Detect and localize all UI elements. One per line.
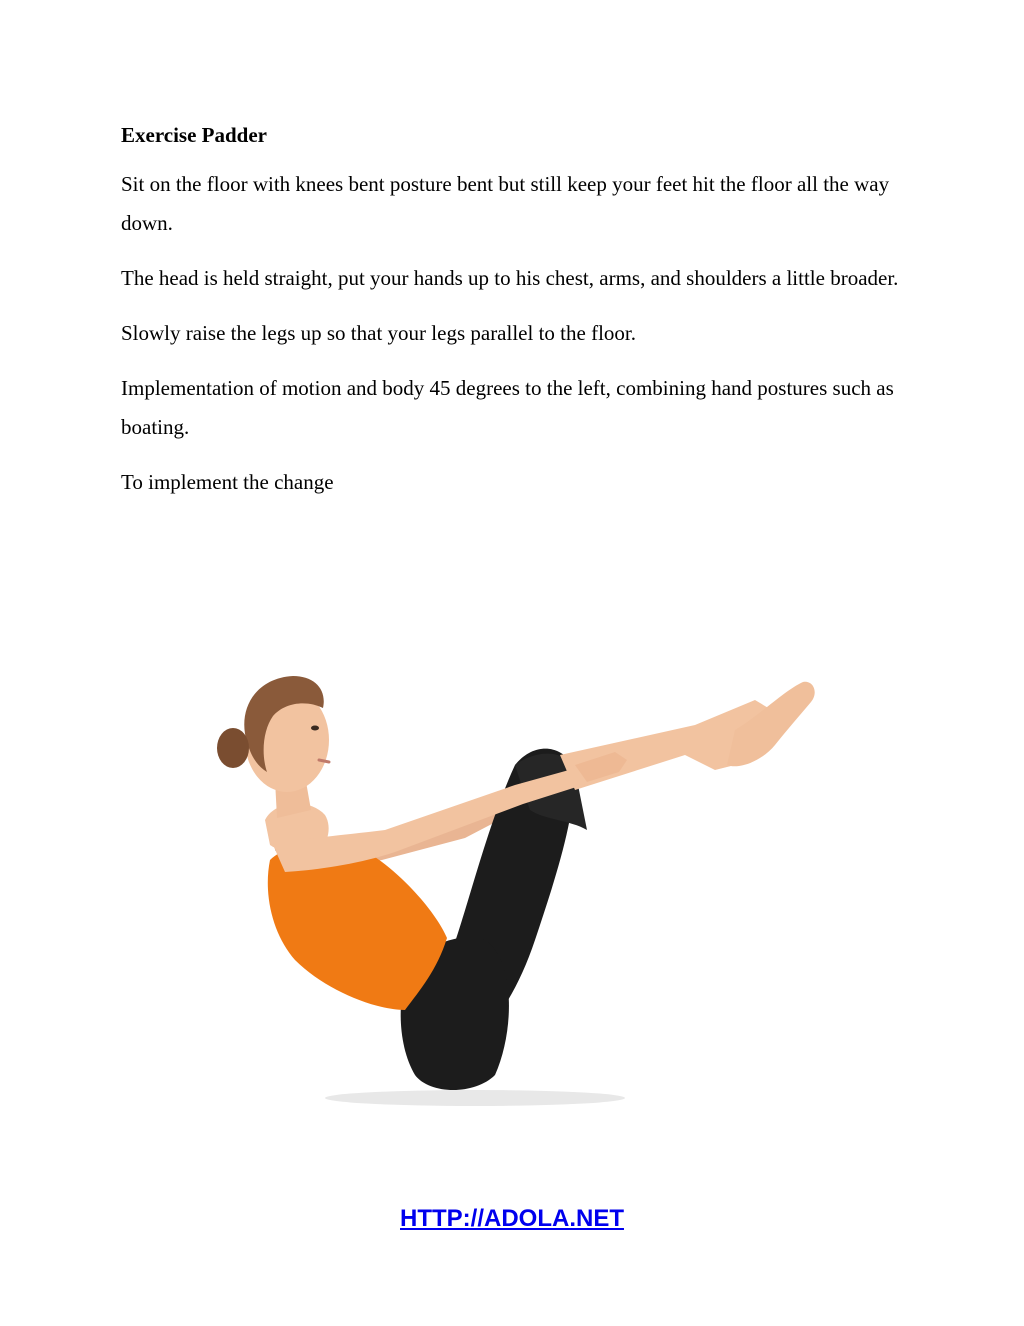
boat-pose-photo [215, 670, 825, 1110]
paragraph-3: Slowly raise the legs up so that your legs parallel to the floor. [121, 321, 636, 345]
paragraph-1: Sit on the floor with knees bent posture bent but still keep your feet hit the floor all the way down. [121, 172, 890, 235]
document-body [121, 118, 921, 518]
website-link[interactable]: HTTP://ADOLA.NET [400, 1205, 624, 1232]
eye [311, 726, 319, 731]
paragraph-2: The head is held straight, put your hands up to his chest, arms, and shoulders a little broader. [121, 266, 899, 290]
hair-bun [217, 728, 249, 768]
lips [319, 760, 329, 762]
floor-shadow [325, 1090, 625, 1106]
paragraph-4: Implementation of motion and body 45 degrees to the left, combining hand postures such as boating. [121, 376, 894, 439]
document-heading: Exercise Padder [121, 123, 267, 147]
paragraph-5: To implement the change [121, 470, 334, 494]
